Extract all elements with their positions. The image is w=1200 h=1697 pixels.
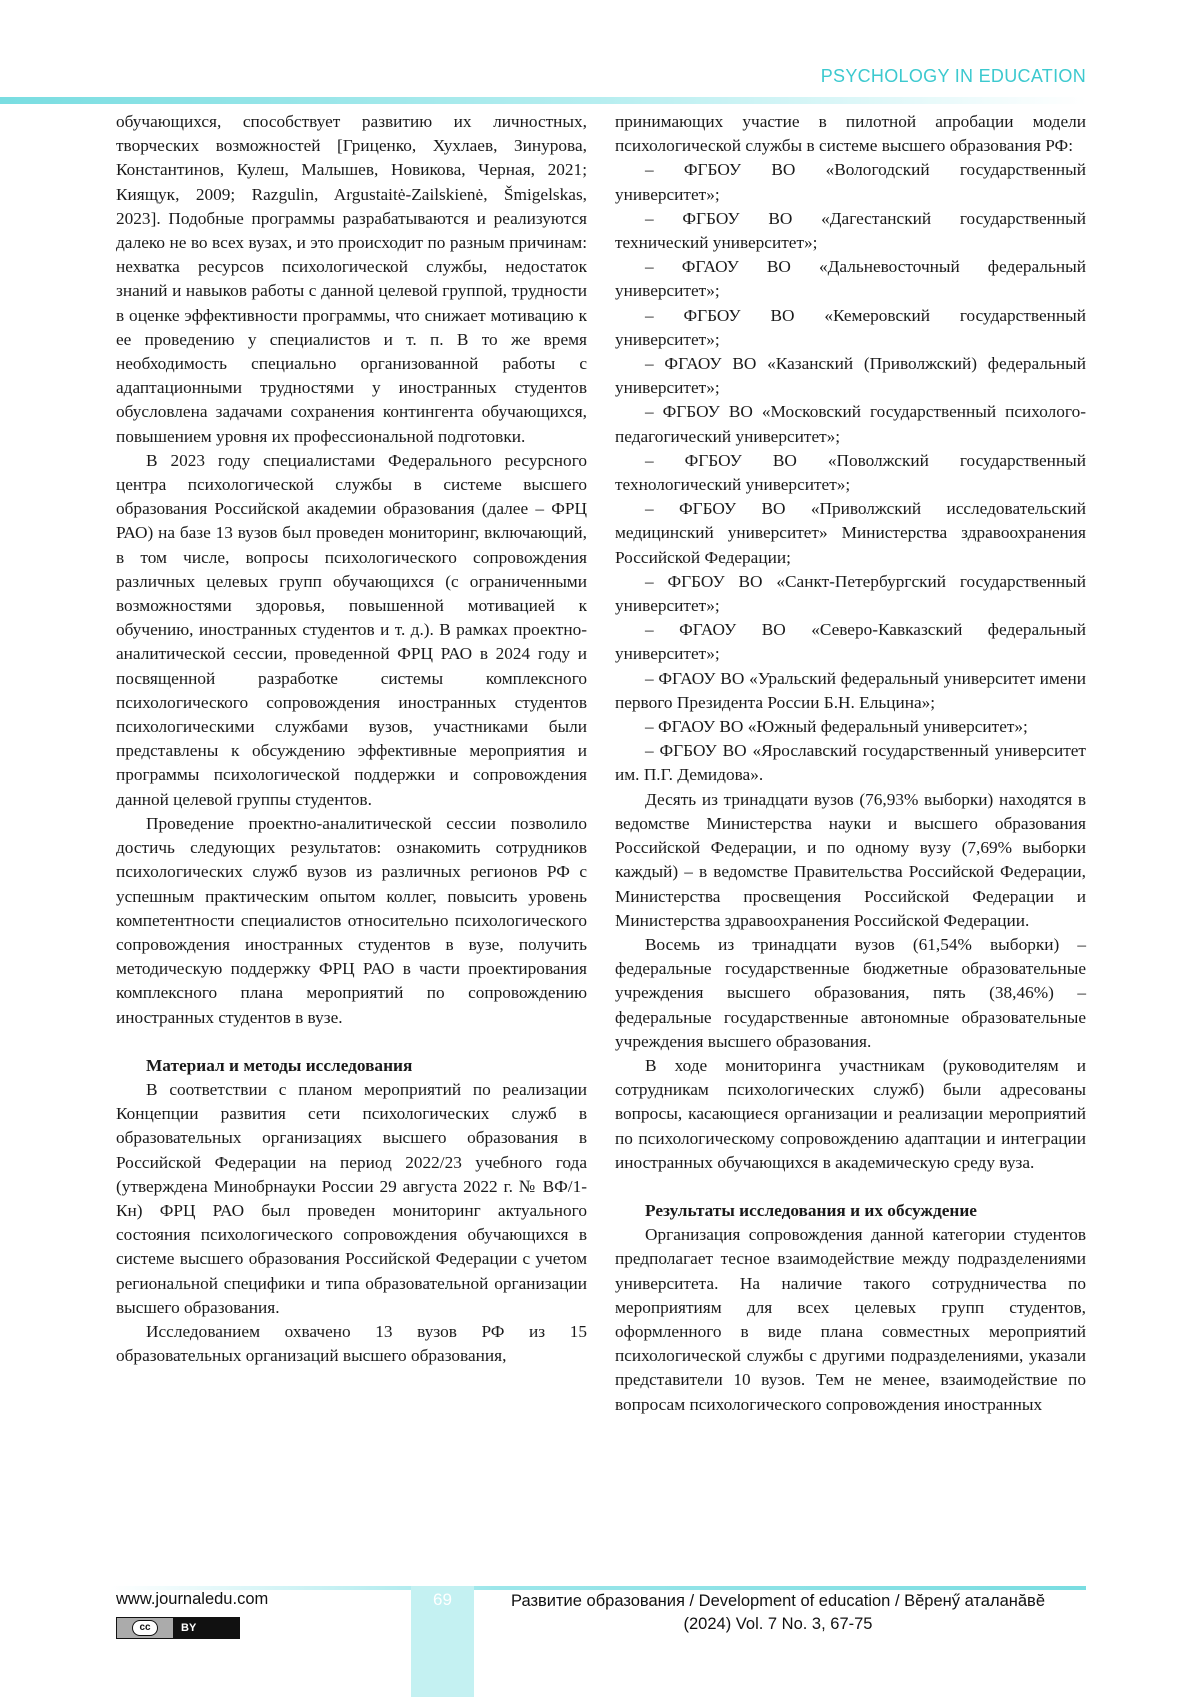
header-rule bbox=[0, 97, 1086, 104]
university-list-item: – ФГБОУ ВО «Кемеровский государственный университет»; bbox=[615, 305, 1086, 349]
body-paragraph: Десять из тринадцати вузов (76,93% выборки) находятся в ведомстве Министерства науки и высшего образования Российской Федерации, и по одному вузу (7,69% выборки каждый) – в ведомстве Правительства Российской Федерации, Министерства просвещения Российской Федерации и Министерства здравоохранения Российской Федерации. bbox=[615, 789, 1086, 930]
university-list-item: – ФГБОУ ВО «Ярославский государственный университет им. П.Г. Демидова». bbox=[615, 741, 1086, 785]
body-paragraph: Проведение проектно-аналитической сессии позволило достичь следующих результатов: ознакомить сотрудников психологических служб вузов из различных регионов РФ с успешным практическим опытом коллег, повысить уровень компетентности специалистов относительно психологического сопровождения иностранных студентов в вузе, получить методическую поддержку ФРЦ РАО в части проектирования комплексного плана мероприятий по сопровождению иностранных студентов в вузе. bbox=[116, 813, 587, 1027]
university-list-item: – ФГАОУ ВО «Южный федеральный университет»; bbox=[645, 717, 1028, 737]
journal-volume: (2024) Vol. 7 No. 3, 67-75 bbox=[683, 1615, 873, 1633]
section-heading-results: Результаты исследования и их обсуждение bbox=[645, 1200, 977, 1220]
journal-title: Развитие образования / Development of education / Вĕренӳ аталанăвĕ bbox=[511, 1592, 1045, 1610]
cc-icon-area bbox=[117, 1618, 173, 1638]
university-list-item: – ФГАОУ ВО «Северо-Кавказский федеральный университет»; bbox=[615, 620, 1086, 664]
university-list-item: – ФГАОУ ВО «Уральский федеральный университет имени первого Президента России Б.Н. Ельцина»; bbox=[615, 668, 1086, 712]
cc-icon: cc bbox=[132, 1620, 158, 1636]
body-paragraph: обучающихся, способствует развитию их личностных, творческих возможностей [Гриценко, Хухлаев, Зинурова, Константинов, Кулеш, Малышев, Новикова, Черная, 2021; Киящук, 2009; Razgulin, Argustaitė-Zailskienė, Šmigelskas, 2023]. Подобные программы разрабатываются и реализуются далеко не во всех вузах, и это происходит по разным причинам: нехватка ресурсов психологической службы, недостаток знаний и навыков работы с данной целевой группой, трудности в оценке эффективности программы, что снижает мотивацию к ее проведению у специалистов и т. п. В то же время необходимость специально организованной работы с адаптационными трудностями у иностранных студентов обусловлена задачами сохранения контингента обучающихся, повышением уровня их профессиональной подготовки. bbox=[116, 112, 587, 446]
university-list-item: – ФГАОУ ВО «Дальневосточный федеральный университет»; bbox=[615, 257, 1086, 301]
journal-website-link[interactable]: www.journaledu.com bbox=[116, 1590, 269, 1608]
university-list-item: – ФГБОУ ВО «Поволжский государственный технологический университет»; bbox=[615, 450, 1086, 495]
journal-citation bbox=[478, 1590, 1078, 1636]
left-column bbox=[116, 110, 587, 1368]
body-paragraph: принимающих участие в пилотной апробации модели психологической службы в системе высшего образования РФ: bbox=[615, 112, 1086, 156]
university-list-item: – ФГБОУ ВО «Приволжский исследовательский медицинский университет» Министерства здравоохранения Российской Федерации; bbox=[615, 499, 1086, 567]
running-title: PSYCHOLOGY IN EDUCATION bbox=[820, 66, 1086, 86]
body-paragraph: В 2023 году специалистами Федерального ресурсного центра психологической службы в системе высшего образования Российской академии образования (далее – ФРЦ РАО) на базе 13 вузов был проведен мониторинг, включающий, в том числе, вопросы психологического сопровождения различных целевых групп обучающихся (с ограниченными возможностями здоровья, повышенной мотивацией к обучению, иностранных студентов и т. д.). В рамках проектно-аналитической сессии, проведенной ФРЦ РАО в 2024 году и посвященной разработке системы комплексного психологического сопровождения иностранных студентов психологическими службами вузов, участниками были представлены к обсуждению эффективные мероприятия и программы психологической поддержки и сопровождения данной целевой группы студентов. bbox=[116, 450, 587, 809]
cc-by-license-badge[interactable] bbox=[116, 1617, 240, 1639]
university-list-item: – ФГБОУ ВО «Дагестанский государственный технический университет»; bbox=[615, 208, 1086, 253]
university-list-item: – ФГБОУ ВО «Московский государственный психолого-педагогический университет»; bbox=[615, 402, 1086, 446]
by-label: BY bbox=[173, 1618, 239, 1638]
page-number: 69 bbox=[433, 1590, 452, 1609]
body-paragraph: Исследованием охвачено 13 вузов РФ из 15 образовательных организаций высшего образования, bbox=[116, 1321, 587, 1366]
university-list-item: – ФГБОУ ВО «Вологодский государственный университет»; bbox=[615, 160, 1086, 204]
body-paragraph: В ходе мониторинга участникам (руководителям и сотрудникам психологических служб) были адресованы вопросы, касающиеся организации и реализации мероприятий по психологическому сопровождению адаптации и интеграции иностранных обучающихся в академическую среду вуза. bbox=[615, 1055, 1086, 1172]
body-paragraph: В соответствии с планом мероприятий по реализации Концепции развития сети психологических служб в образовательных организациях высшего образования в Российской Федерации на период 2022/23 учебного года (утверждена Минобрнауки России 29 августа 2022 г. № ВФ/1-Кн) ФРЦ РАО был проведен мониторинг актуального состояния психологического сопровождения обучающихся в системе высшего образования Российской Федерации с учетом региональной специфики и типа образовательной организации высшего образования. bbox=[116, 1079, 587, 1317]
body-paragraph: Восемь из тринадцати вузов (61,54% выборки) – федеральные государственные бюджетные образовательные учреждения высшего образования, пять (38,46%) – федеральные государственные автономные образовательные учреждения высшего образования. bbox=[615, 934, 1086, 1051]
university-list-item: – ФГБОУ ВО «Санкт-Петербургский государственный университет»; bbox=[615, 571, 1086, 616]
body-paragraph: Организация сопровождения данной категории студентов предполагает тесное взаимодействие между подразделениями университета. На наличие такого сотрудничества по мероприятиям для всех целевых групп студентов, оформленного в виде плана совместных мероприятий психологической службы с другими подразделениями, указали представители 10 вузов. Тем не менее, взаимодействие по вопросам психологического сопровождения иностранных bbox=[615, 1225, 1086, 1414]
right-column bbox=[615, 110, 1086, 1417]
university-list-item: – ФГАОУ ВО «Казанский (Приволжский) федеральный университет»; bbox=[615, 354, 1086, 398]
section-heading-methods: Материал и методы исследования bbox=[146, 1055, 413, 1075]
